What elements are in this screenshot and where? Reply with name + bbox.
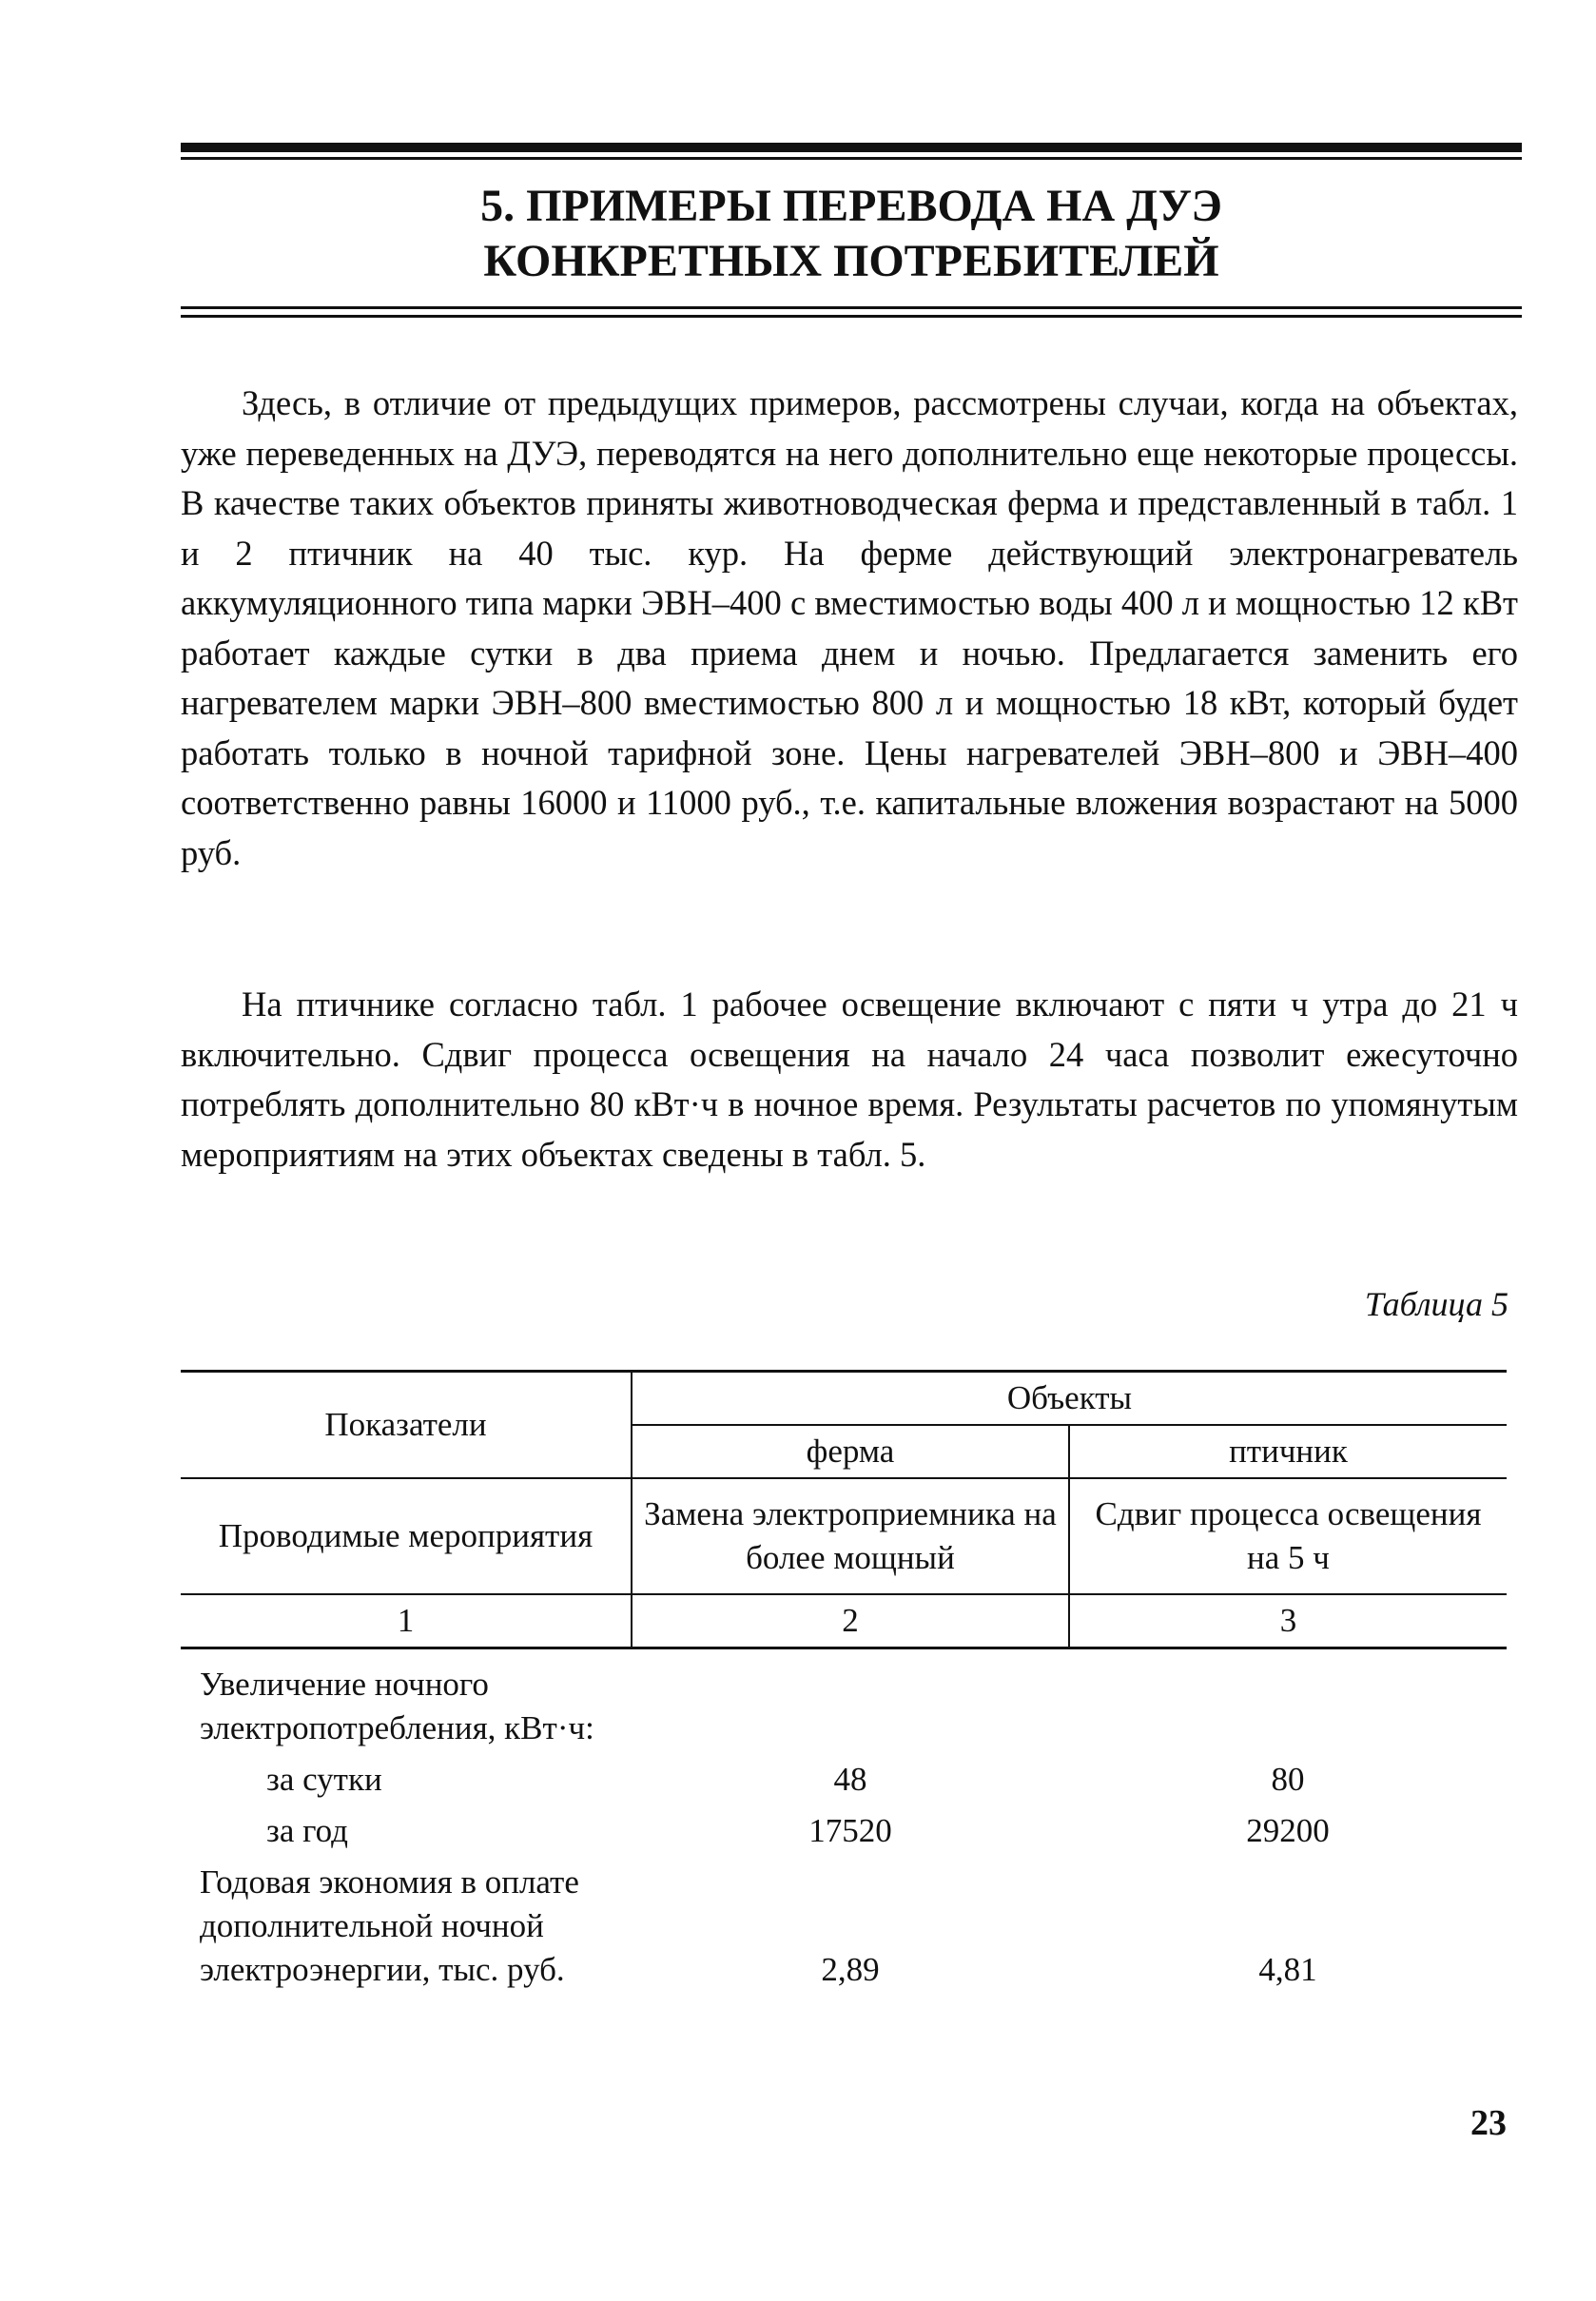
table-row bbox=[181, 1648, 1507, 1755]
row-label: за сутки bbox=[266, 1761, 382, 1798]
paragraph-2: На птичнике согласно табл. 1 рабочее освещение включают с пяти ч утра до 21 ч включительно. Сдвиг процесса освещения на начало 24 часа позволит ежесуточно потреблять дополнительно 80 кВт·ч в ночное время. Результаты расчетов по упомянутым мероприятиям на этих объектах сведены в табл. 5. bbox=[181, 985, 1518, 1174]
bottom-rule-thin bbox=[181, 306, 1522, 309]
table-5 bbox=[181, 1370, 1507, 1996]
measure-farm: Замена электроприемника на более мощный bbox=[632, 1478, 1069, 1594]
title-line-1: 5. ПРИМЕРЫ ПЕРЕВОДА НА ДУЭ bbox=[480, 181, 1222, 231]
table-row bbox=[181, 1857, 1507, 1996]
title-line-2: КОНКРЕТНЫХ ПОТРЕБИТЕЛЕЙ bbox=[483, 236, 1219, 286]
row-label: Увеличение ночного электропотребления, кВт·ч: bbox=[200, 1666, 594, 1746]
row-label: за год bbox=[266, 1812, 348, 1849]
col-number-1: 1 bbox=[397, 1602, 415, 1639]
paragraph-1: Здесь, в отличие от предыдущих примеров, рассмотрены случаи, когда на объектах, уже переведенных на ДУЭ, переводятся на него дополнительно еще некоторые процессы. В качестве таких объектов приняты животноводческая ферма и представленный в табл. 1 и 2 птичник на 40 тыс. кур. На ферме действующий электронагреватель аккумуляционного типа марки ЭВН–400 с вместимостью воды 400 л и мощностью 12 кВт работает каждые сутки в два приема днем и ночью. Предлагается заменить его нагревателем марки ЭВН–800 вместимостью 800 л и мощностью 18 кВт, который будет работать только в ночной тарифной зоне. Цены нагревателей ЭВН–800 и ЭВН–400 соответственно равны 16000 и 11000 руб., т.е. капитальные вложения возрастают на 5000 руб. bbox=[181, 383, 1518, 872]
table-row bbox=[181, 1754, 1507, 1805]
col-number-3: 3 bbox=[1069, 1594, 1507, 1648]
header-poultry: птичник bbox=[1069, 1425, 1507, 1478]
row-poultry-value: 4,81 bbox=[1258, 1951, 1317, 1988]
page-number: 23 bbox=[1470, 2103, 1507, 2143]
row-farm-value bbox=[632, 1648, 1069, 1755]
row-farm-value: 48 bbox=[833, 1761, 867, 1798]
row-poultry-value bbox=[1069, 1648, 1507, 1755]
page-title bbox=[181, 179, 1522, 289]
row-label: Годовая экономия в оплате дополнительной ночной электроэнергии, тыс. руб. bbox=[200, 1863, 579, 1988]
row-farm-value: 17520 bbox=[808, 1812, 892, 1849]
row-poultry-value: 29200 bbox=[1246, 1812, 1330, 1849]
col-number-2: 2 bbox=[632, 1594, 1069, 1648]
bottom-rule-thin-2 bbox=[181, 315, 1522, 318]
header-indicators: Показатели bbox=[181, 1372, 632, 1479]
row-poultry-value: 80 bbox=[1271, 1761, 1305, 1798]
measures-label: Проводимые мероприятия bbox=[181, 1478, 632, 1594]
header-objects: Объекты bbox=[632, 1372, 1507, 1426]
measure-poultry: Сдвиг процесса освещения на 5 ч bbox=[1069, 1478, 1507, 1594]
header-farm: ферма bbox=[632, 1425, 1069, 1478]
table-caption: Таблица 5 bbox=[1364, 1285, 1508, 1323]
row-farm-value: 2,89 bbox=[821, 1951, 880, 1988]
top-rule-thick bbox=[181, 143, 1522, 152]
top-rule-thin bbox=[181, 157, 1522, 160]
table-row bbox=[181, 1805, 1507, 1857]
